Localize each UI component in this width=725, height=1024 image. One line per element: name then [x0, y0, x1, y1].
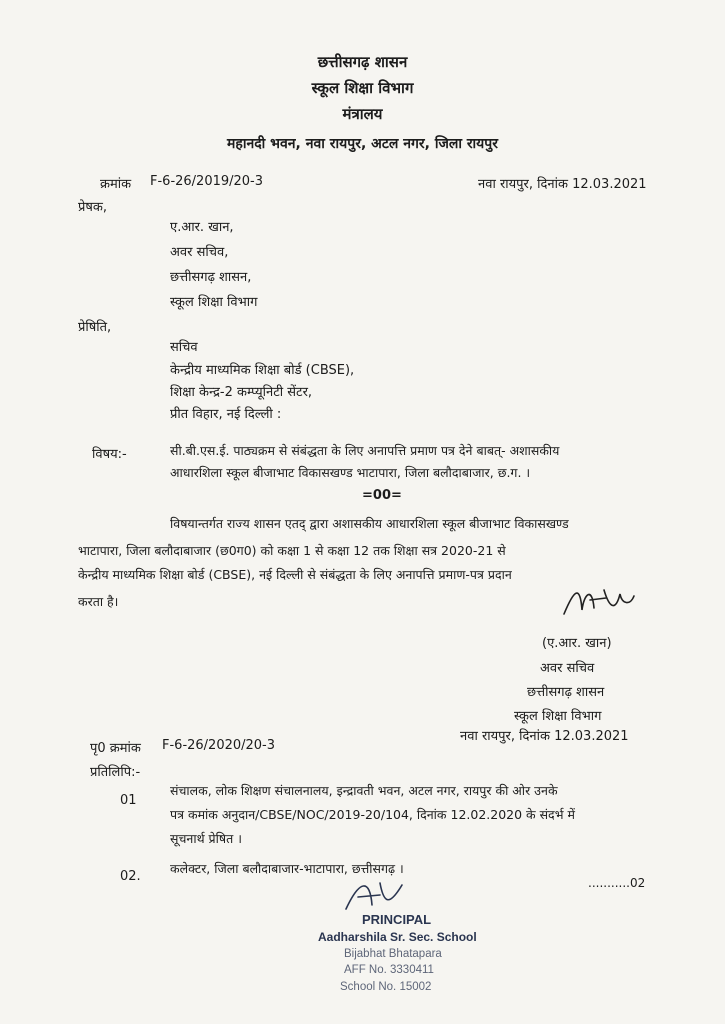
- office-address: महानदी भवन, नवा रायपुर, अटल नगर, जिला रायपुर: [227, 136, 498, 152]
- subject-label: विषय:-: [92, 447, 127, 462]
- ministry-title: मंत्रालय: [342, 105, 383, 123]
- signatory-dept: स्कूल शिक्षा विभाग: [514, 709, 602, 724]
- copy-label: प्रतिलिपि:-: [90, 765, 141, 780]
- endorsement-ref-label: पृ0 क्रमांक: [90, 741, 141, 756]
- ref-number: F-6-26/2019/20-3: [150, 174, 264, 189]
- copy-item-line: कलेक्टर, जिला बलौदाबाजार-भाटापारा, छत्तीसगढ़ ।: [170, 861, 404, 876]
- ref-label: क्रमांक: [100, 177, 132, 192]
- body-line: केन्द्रीय माध्यमिक शिक्षा बोर्ड (CBSE), नई दिल्ली से संबंद्धता के लिए अनापत्ति प्रमाण-पत्र प्रदान: [78, 567, 512, 582]
- body-line: विषयान्तर्गत राज्य शासन एतद् द्वारा अशासकीय आधारशिला स्कूल बीजाभाट विकासखण्ड: [170, 516, 569, 531]
- copy-item-line: सूचनार्थ प्रेषित ।: [170, 831, 242, 846]
- to-line: सचिव: [170, 340, 198, 355]
- from-line: छत्तीसगढ़ शासन,: [170, 270, 252, 285]
- subject-line: सी.बी.एस.ई. पाठ्यक्रम से संबंद्धता के लिए अनापत्ति प्रमाण पत्र देने बाबत्- अशासकीय: [170, 443, 560, 458]
- signatory-designation: अवर सचिव: [540, 661, 595, 676]
- stamp-place: Bijabhat Bhatapara: [344, 948, 442, 960]
- govt-title: छत्तीसगढ़ शासन: [317, 53, 408, 71]
- from-line: ए.आर. खान,: [170, 220, 234, 235]
- continuation-mark: ...........02: [588, 876, 646, 890]
- signature-mark: [560, 580, 640, 625]
- to-label: प्रेषिति,: [78, 320, 112, 335]
- divider: =00=: [362, 488, 402, 503]
- subject-line: आधारशिला स्कूल बीजाभाट विकासखण्ड भाटापारा, जिला बलौदाबाजार, छ.ग. ।: [170, 465, 531, 480]
- endorsement-ref-number: F-6-26/2020/20-3: [162, 738, 276, 753]
- from-line: अवर सचिव,: [170, 245, 229, 260]
- stamp-affiliation: AFF No. 3330411: [344, 964, 434, 976]
- copy-item-line: संचालक, लोक शिक्षण संचालनालय, इन्द्रावती भवन, अटल नगर, रायपुर की ओर उनके: [170, 783, 558, 798]
- copy-item-number: 02.: [120, 869, 141, 884]
- to-line: प्रीत विहार, नई दिल्ली :: [170, 407, 282, 422]
- from-label: प्रेषक,: [78, 200, 108, 215]
- copy-item-number: 01: [120, 793, 137, 808]
- signatory-name: (ए.आर. खान): [542, 636, 612, 651]
- to-line: शिक्षा केन्द्र-2 कम्प्यूनिटी सेंटर,: [170, 385, 313, 400]
- dept-title: स्कूल शिक्षा विभाग: [311, 79, 414, 97]
- copy-item-line: पत्र कमांक अनुदान/CBSE/NOC/2019-20/104, दिनांक 12.02.2020 के संदर्भ में: [170, 807, 575, 822]
- principal-signature-mark: [340, 875, 410, 915]
- signature-date: नवा रायपुर, दिनांक 12.03.2021: [460, 729, 629, 744]
- stamp-school: Aadharshila Sr. Sec. School: [318, 930, 477, 944]
- body-line: भाटापारा, जिला बलौदाबाजार (छ0ग0) को कक्षा 1 से कक्षा 12 तक शिक्षा सत्र 2020-21 से: [78, 543, 506, 558]
- stamp-title: PRINCIPAL: [362, 912, 432, 927]
- to-line: केन्द्रीय माध्यमिक शिक्षा बोर्ड (CBSE),: [170, 363, 355, 378]
- stamp-code: School No. 15002: [340, 981, 432, 993]
- signatory-govt: छत्तीसगढ़ शासन: [527, 685, 605, 700]
- letter-date: नवा रायपुर, दिनांक 12.03.2021: [478, 177, 647, 192]
- body-line: करता है।: [78, 594, 119, 609]
- from-line: स्कूल शिक्षा विभाग: [170, 295, 258, 310]
